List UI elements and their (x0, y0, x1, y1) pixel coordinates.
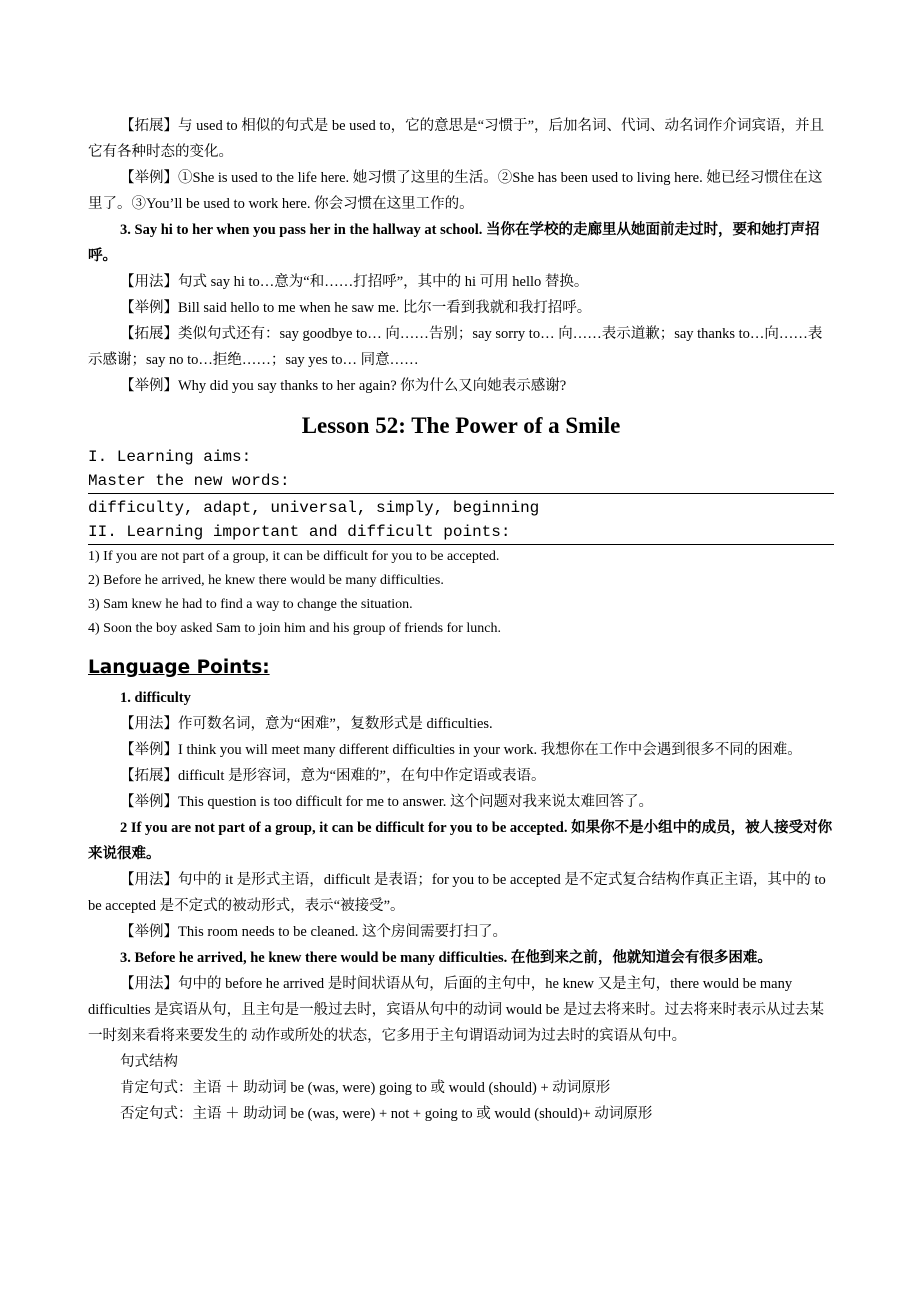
important-points-list (88, 545, 834, 641)
extension-say-phrases: 【拓展】类似句式还有：say goodbye to… 向……告别；say sorry to… 向……表示道歉；say thanks to…向……表示感谢；say no to…拒绝……；say yes to… 同意…… (88, 326, 823, 368)
point-3-usage: 【用法】句中的 before he arrived 是时间状语从句，后面的主句中，he knew 又是主句，there would be many difficulties 是宾语从句，且主句是一般过去时，宾语从句中的动词 would be 是过去将来时。过去将来时表示从过去某一时刻来看将来要发生的 动作或所处的状态，它多用于主句谓语动词为过去时的宾语从句中。 (88, 976, 824, 1044)
list-item: 1) If you are not part of a group, it can be difficult for you to be accepted. (88, 549, 500, 564)
point-2-title: 2 If you are not part of a group, it can be difficult for you to be accepted. 如果你不是小组中的成员，被人接受对你来说很难。 (88, 820, 833, 862)
point-2-example: 【举例】This room needs to be cleaned. 这个房间需要打扫了。 (120, 924, 508, 940)
list-item: 4) Soon the boy asked Sam to join him and his group of friends for lunch. (88, 621, 501, 636)
example-used-to: 【举例】①She is used to the life here. 她习惯了这里的生活。②She has been used to living here. 她已经习惯住在这里了。③You’ll be used to work here. 你会习惯在这里工作的。 (88, 170, 823, 212)
usage-say-hi: 【用法】句式 say hi to…意为“和……打招呼”，其中的 hi 可用 hello 替换。 (120, 274, 589, 290)
document-page (88, 113, 834, 1127)
point-1-title: 1. difficulty (120, 690, 191, 706)
extension-used-to: 【拓展】与 used to 相似的句式是 be used to，它的意思是“习惯于”，后加名词、代词、动名词作介词宾语，并且它有各种时态的变化。 (88, 118, 825, 160)
point-1-extension: 【拓展】difficult 是形容词，意为“困难的”，在句中作定语或表语。 (120, 768, 546, 784)
lesson-title: Lesson 52: The Power of a Smile (301, 413, 621, 438)
point-2-usage: 【用法】句中的 it 是形式主语，difficult 是表语；for you to be accepted 是不定式复合结构作真正主语，其中的 to be accepted 是不定式的被动形式，表示“被接受”。 (88, 872, 826, 914)
language-points-heading: Language Points: (88, 657, 270, 678)
list-item: 2) Before he arrived, he knew there would be many difficulties. (88, 573, 444, 588)
important-points-heading: II. Learning important and difficult points: (88, 520, 834, 545)
point-3-title: 3. Before he arrived, he knew there would be many difficulties. 在他到来之前，他就知道会有很多困难。 (120, 950, 772, 966)
example-say-hello: 【举例】Bill said hello to me when he saw me. 比尔一看到我就和我打招呼。 (120, 300, 592, 316)
new-words-heading: Master the new words: (88, 469, 834, 494)
learning-aims-heading: I. Learning aims: (88, 448, 252, 466)
list-item: 3) Sam knew he had to find a way to change the situation. (88, 597, 413, 612)
new-words-list: difficulty, adapt, universal, simply, beginning (88, 499, 540, 517)
point-1-example-2: 【举例】This question is too difficult for me to answer. 这个问题对我来说太难回答了。 (120, 794, 653, 810)
point-1-usage: 【用法】作可数名词，意为“困难”，复数形式是 difficulties. (120, 716, 493, 732)
point-1-example: 【举例】I think you will meet many different difficulties in your work. 我想你在工作中会遇到很多不同的困难。 (120, 742, 802, 758)
negative-structure: 否定句式：主语 ＋ 助动词 be (was, were) + not + going to 或 would (should)+ 动词原形 (120, 1106, 653, 1122)
affirmative-structure: 肯定句式：主语 ＋ 助动词 be (was, were) going to 或 would (should) + 动词原形 (120, 1080, 611, 1096)
example-say-thanks: 【举例】Why did you say thanks to her again? 你为什么又向她表示感谢? (120, 378, 567, 394)
sentence-structure-label: 句式结构 (120, 1054, 178, 1070)
point-3-say-hi: 3. Say hi to her when you pass her in the hallway at school. 当你在学校的走廊里从她面前走过时，要和她打声招呼。 (88, 222, 820, 264)
